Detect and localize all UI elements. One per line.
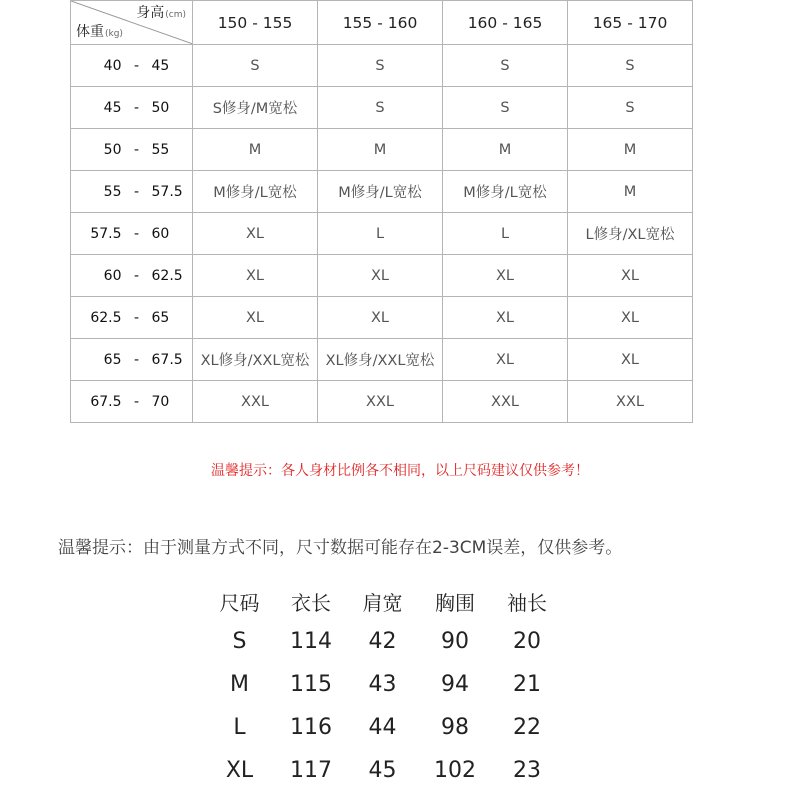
size-disclaimer-note: 温馨提示：各人身材比例各不相同，以上尺码建议仅供参考！ <box>211 463 589 479</box>
size-recommendation-cell: XXL <box>568 381 693 423</box>
size-recommendation-cell: M <box>193 129 318 171</box>
size-recommendation-cell: XL <box>443 339 568 381</box>
weight-range-cell: 55 - 57.5 <box>71 171 193 213</box>
weight-range-cell: 50 - 55 <box>71 129 193 171</box>
size-recommendation-cell: XXL <box>193 381 318 423</box>
size-chart-body <box>71 45 693 423</box>
measurement-error-note: 温馨提示：由于测量方式不同，尺寸数据可能存在2-3CM误差，仅供参考。 <box>58 538 623 558</box>
column-header: 肩宽 <box>362 590 403 615</box>
garment-measurement-table <box>203 582 563 792</box>
measurement-value-cell: 102 <box>434 758 476 783</box>
column-header: 胸围 <box>435 590 475 615</box>
size-row <box>71 129 693 171</box>
size-recommendation-cell: S <box>568 87 693 129</box>
height-axis-label: 身高(cm) <box>136 5 186 21</box>
measurement-value-cell: 98 <box>441 715 469 740</box>
size-label-cell: M <box>230 672 249 697</box>
measurement-value-cell: 117 <box>290 758 332 783</box>
size-row <box>71 255 693 297</box>
measurement-row <box>203 663 563 706</box>
size-recommendation-cell: M <box>443 129 568 171</box>
size-row <box>71 45 693 87</box>
measurement-body <box>203 620 563 792</box>
size-recommendation-cell: S <box>318 45 443 87</box>
measurement-row <box>203 706 563 749</box>
size-recommendation-cell: S修身/M宽松 <box>193 87 318 129</box>
size-recommendation-cell: XL <box>193 213 318 255</box>
size-recommendation-cell: XXL <box>318 381 443 423</box>
measurement-value-cell: 45 <box>368 758 397 783</box>
measurement-value-cell: 115 <box>290 672 332 697</box>
size-recommendation-cell: L <box>318 213 443 255</box>
weight-range-cell: 60 - 62.5 <box>71 255 193 297</box>
size-recommendation-cell: M修身/L宽松 <box>318 171 443 213</box>
size-row <box>71 213 693 255</box>
size-label-cell: L <box>233 715 246 740</box>
height-range-header: 165 - 170 <box>568 1 693 45</box>
size-recommendation-cell: S <box>568 45 693 87</box>
size-recommendation-cell: XL <box>443 255 568 297</box>
size-recommendation-cell: XL <box>318 297 443 339</box>
weight-range-cell: 57.5 - 60 <box>71 213 193 255</box>
measurement-value-cell: 43 <box>368 672 397 697</box>
size-recommendation-cell: L修身/XL宽松 <box>568 213 693 255</box>
height-range-header: 160 - 165 <box>443 1 568 45</box>
size-recommendation-cell: L <box>443 213 568 255</box>
measurement-value-cell: 20 <box>513 629 541 654</box>
size-recommendation-cell: XL <box>568 339 693 381</box>
measurement-value-cell: 116 <box>290 715 332 740</box>
measurement-value-cell: 94 <box>441 672 469 697</box>
size-recommendation-cell: M <box>318 129 443 171</box>
weight-range-cell: 45 - 50 <box>71 87 193 129</box>
column-header: 尺码 <box>219 590 260 615</box>
size-recommendation-cell: XL <box>318 255 443 297</box>
weight-axis-label: 体重(kg) <box>76 24 123 40</box>
size-recommendation-cell: S <box>443 45 568 87</box>
measurement-value-cell: 22 <box>513 715 541 740</box>
measurement-row <box>203 749 563 792</box>
column-header: 衣长 <box>291 590 331 615</box>
size-recommendation-cell: XL修身/XXL宽松 <box>318 339 443 381</box>
weight-range-cell: 67.5 - 70 <box>71 381 193 423</box>
weight-range-cell: 65 - 67.5 <box>71 339 193 381</box>
size-row <box>71 297 693 339</box>
measurement-value-cell: 114 <box>290 629 332 654</box>
measurement-header-row <box>203 582 563 620</box>
size-recommendation-cell: S <box>318 87 443 129</box>
height-range-header: 155 - 160 <box>318 1 443 45</box>
measurement-value-cell: 90 <box>441 629 469 654</box>
weight-range-cell: 62.5 - 65 <box>71 297 193 339</box>
size-recommendation-cell: S <box>443 87 568 129</box>
measurement-value-cell: 44 <box>368 715 397 740</box>
size-recommendation-cell: M修身/L宽松 <box>443 171 568 213</box>
size-recommendation-cell: M修身/L宽松 <box>193 171 318 213</box>
size-label-cell: XL <box>225 758 254 783</box>
size-recommendation-cell: XL <box>443 297 568 339</box>
size-recommendation-cell: S <box>193 45 318 87</box>
measurement-value-cell: 42 <box>368 629 397 654</box>
size-row <box>71 171 693 213</box>
size-recommendation-cell: M <box>568 171 693 213</box>
size-recommendation-cell: XL <box>568 297 693 339</box>
size-recommendation-table <box>70 0 693 423</box>
size-row <box>71 381 693 423</box>
weight-range-cell: 40 - 45 <box>71 45 193 87</box>
size-recommendation-cell: XL修身/XXL宽松 <box>193 339 318 381</box>
size-recommendation-cell: XL <box>193 255 318 297</box>
corner-header-cell <box>71 1 193 45</box>
size-recommendation-cell: M <box>568 129 693 171</box>
measurement-value-cell: 21 <box>513 672 541 697</box>
size-label-cell: S <box>232 629 247 654</box>
height-header-row <box>71 1 693 45</box>
measurement-row <box>203 620 563 663</box>
size-row <box>71 87 693 129</box>
size-recommendation-cell: XXL <box>443 381 568 423</box>
size-row <box>71 339 693 381</box>
height-range-header: 150 - 155 <box>193 1 318 45</box>
column-header: 袖长 <box>507 590 547 615</box>
measurement-value-cell: 23 <box>513 758 541 783</box>
size-recommendation-cell: XL <box>193 297 318 339</box>
size-recommendation-cell: XL <box>568 255 693 297</box>
